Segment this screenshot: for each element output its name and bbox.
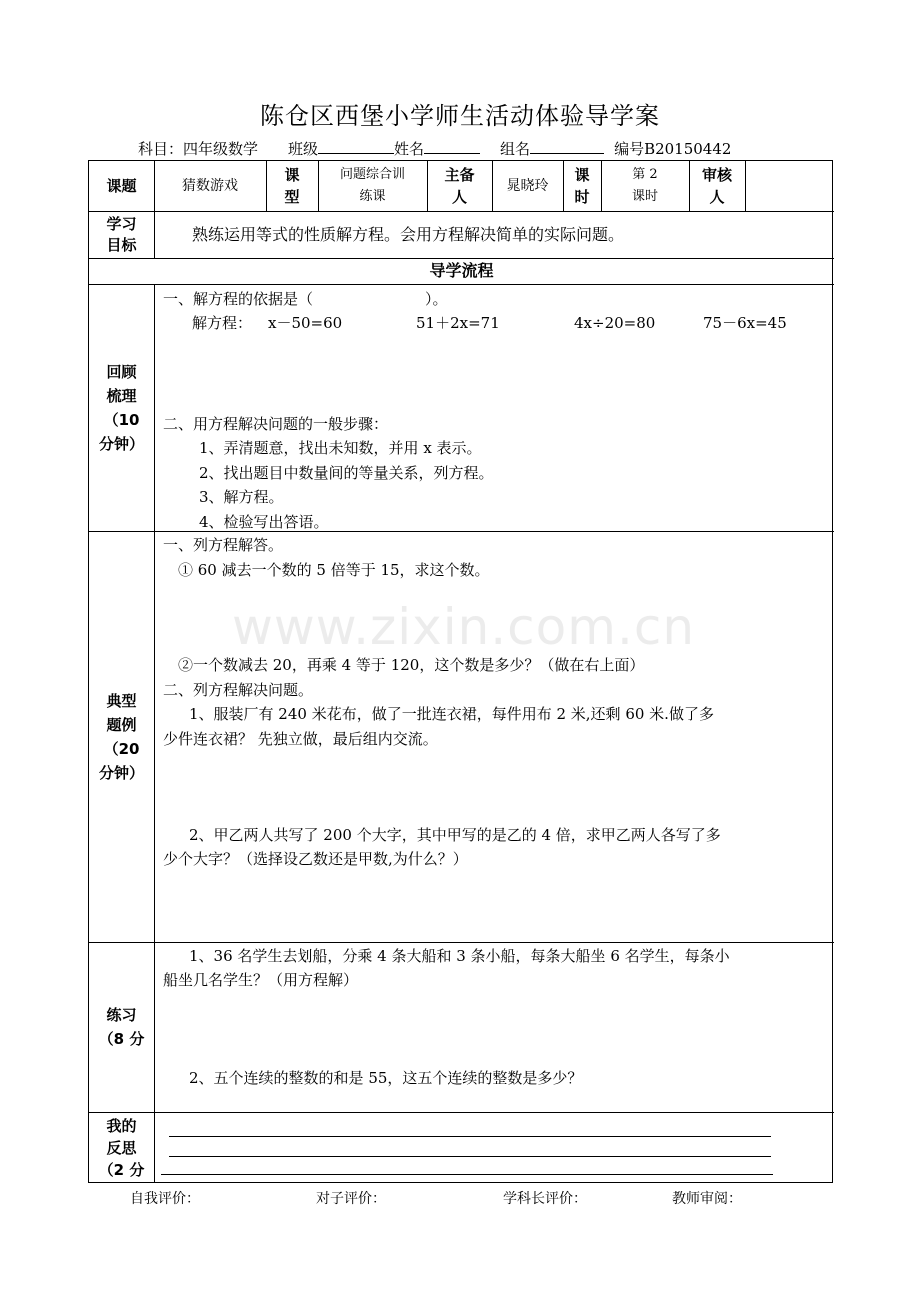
- reviewer-label: [689, 161, 745, 211]
- review-q1-text: 一、解方程的依据是（: [163, 290, 314, 308]
- reviewer-label-line: 审核: [701, 166, 732, 184]
- examples-label-line: 题例: [106, 715, 137, 734]
- preparer-label: [427, 161, 492, 211]
- period-label-line: 时: [574, 188, 590, 206]
- equation: x－50=60: [268, 314, 343, 332]
- period-label-line: 课: [574, 166, 590, 184]
- teacher-review-label: 教师审阅：: [672, 1191, 742, 1207]
- examples-part2: 二、列方程解决问题。: [163, 681, 314, 699]
- review-q1-end: ）。: [425, 290, 448, 308]
- class-label: 班级: [288, 140, 319, 158]
- review-label-line: （10: [103, 410, 140, 429]
- preparer-label-line: 人: [451, 188, 467, 206]
- reflection-label-line: 反思: [106, 1138, 137, 1157]
- type-label-line: 型: [284, 188, 300, 206]
- period-label: [563, 161, 601, 211]
- type-value: [318, 161, 427, 211]
- period-value: [601, 161, 689, 211]
- review-label-line: 分钟）: [98, 434, 144, 453]
- worksheet-table: [88, 160, 833, 1183]
- leader-evaluation-label: 学科长评价：: [503, 1191, 587, 1207]
- step-item: 3、解方程。: [199, 488, 284, 506]
- step-item: 2、找出题目中数量间的等量关系，列方程。: [199, 464, 494, 482]
- example-problem: ① 60 减去一个数的 5 倍等于 15，求这个数。: [178, 561, 490, 579]
- objective-text: 熟练运用等式的性质解方程。会用方程解决简单的实际问题。: [192, 225, 625, 244]
- type-value-line: 问题综合训: [339, 167, 405, 182]
- meta-line: [138, 138, 731, 159]
- review-label-line: 梳理: [106, 386, 137, 405]
- example-problem: ②一个数减去 20，再乘 4 等于 120，这个数是多少？（做在右上面）: [178, 656, 645, 674]
- col-divider: [154, 284, 155, 1183]
- review-label: [89, 284, 154, 531]
- examples-part1: 一、列方程解答。: [163, 536, 284, 554]
- example-problem-line: 少个大字？（选择设乙数还是甲数,为什么？）: [163, 850, 468, 868]
- flow-heading: 导学流程: [429, 261, 494, 280]
- review-q2: 二、用方程解决问题的一般步骤：: [163, 415, 389, 433]
- reflection-line[interactable]: [161, 1174, 773, 1175]
- review-q1: [163, 288, 448, 310]
- step-item: 4、检验写出答语。: [199, 513, 329, 531]
- preparer-value: 晁晓玲: [506, 178, 549, 194]
- code-label: 编号B20150442: [614, 140, 732, 158]
- reflection-label-line: 我的: [106, 1116, 137, 1135]
- practice-label: [89, 942, 154, 1112]
- self-evaluation-label: 自我评价：: [130, 1191, 200, 1207]
- class-field[interactable]: [318, 139, 394, 154]
- type-label: [266, 161, 318, 211]
- reflection-label-line: （2 分: [98, 1160, 145, 1179]
- reviewer-value[interactable]: [745, 161, 834, 211]
- step-item: 1、弄清题意，找出未知数，并用 x 表示。: [199, 439, 482, 457]
- equation: 51＋2x=71: [416, 314, 500, 332]
- period-value-line: 课时: [631, 189, 658, 204]
- subject-label: 科目：四年级数学: [138, 140, 259, 158]
- peer-evaluation-label: 对子评价：: [316, 1191, 386, 1207]
- row-divider: [89, 211, 834, 212]
- name-label: 姓名: [394, 140, 425, 158]
- examples-label-line: 典型: [106, 691, 137, 710]
- group-field[interactable]: [530, 139, 604, 154]
- example-problem-line: 少件连衣裙？ 先独立做，最后组内交流。: [163, 730, 438, 748]
- topic-value: 猜数游戏: [182, 178, 238, 194]
- reflection-line[interactable]: [169, 1156, 771, 1157]
- example-problem-line: 1、服装厂有 240 米花布，做了一批连衣裙，每件用布 2 米,还剩 60 米.做了多: [189, 705, 714, 723]
- practice-problem-line: 船坐几名学生？（用方程解）: [163, 971, 359, 989]
- reviewer-label-line: 人: [709, 188, 725, 206]
- row-divider: [89, 942, 834, 943]
- examples-label: [89, 531, 154, 942]
- period-value-line: 第 2: [632, 167, 658, 182]
- page-title: 陈仓区西堡小学师生活动体验导学案: [260, 102, 660, 130]
- watermark: www.zixin.com.cn: [232, 598, 696, 656]
- type-value-line: 练课: [359, 189, 386, 204]
- equation: 4x÷20=80: [574, 314, 656, 332]
- example-problem-line: 2、甲乙两人共写了 200 个大字，其中甲写的是乙的 4 倍，求甲乙两人各写了多: [189, 826, 721, 844]
- reflection-line[interactable]: [169, 1136, 771, 1137]
- row-divider: [89, 1112, 834, 1113]
- review-label-line: 回顾: [106, 362, 137, 381]
- type-label-line: 课: [284, 166, 300, 184]
- examples-label-line: （20: [103, 739, 140, 758]
- group-label: 组名: [500, 140, 531, 158]
- reflection-label: [89, 1112, 154, 1183]
- topic-label: 课题: [106, 177, 137, 195]
- practice-label-line: （8 分: [98, 1030, 145, 1048]
- practice-problem-line: 1、36 名学生去划船，分乘 4 条大船和 3 条小船，每条大船坐 6 名学生，每条小: [189, 947, 730, 965]
- objective-label-line: 目标: [106, 235, 137, 254]
- review-equations-prefix: 解方程：: [192, 314, 253, 332]
- preparer-label-line: 主备: [444, 166, 475, 184]
- examples-label-line: 分钟）: [98, 763, 144, 782]
- name-field[interactable]: [424, 139, 480, 154]
- objective-label: [89, 211, 154, 258]
- objective-label-line: 学习: [106, 214, 137, 233]
- practice-label-line: 练习: [106, 1006, 137, 1024]
- row-divider: [89, 284, 834, 285]
- equation: 75－6x=45: [703, 314, 787, 332]
- practice-problem: 2、五个连续的整数的和是 55，这五个连续的整数是多少？: [189, 1069, 583, 1087]
